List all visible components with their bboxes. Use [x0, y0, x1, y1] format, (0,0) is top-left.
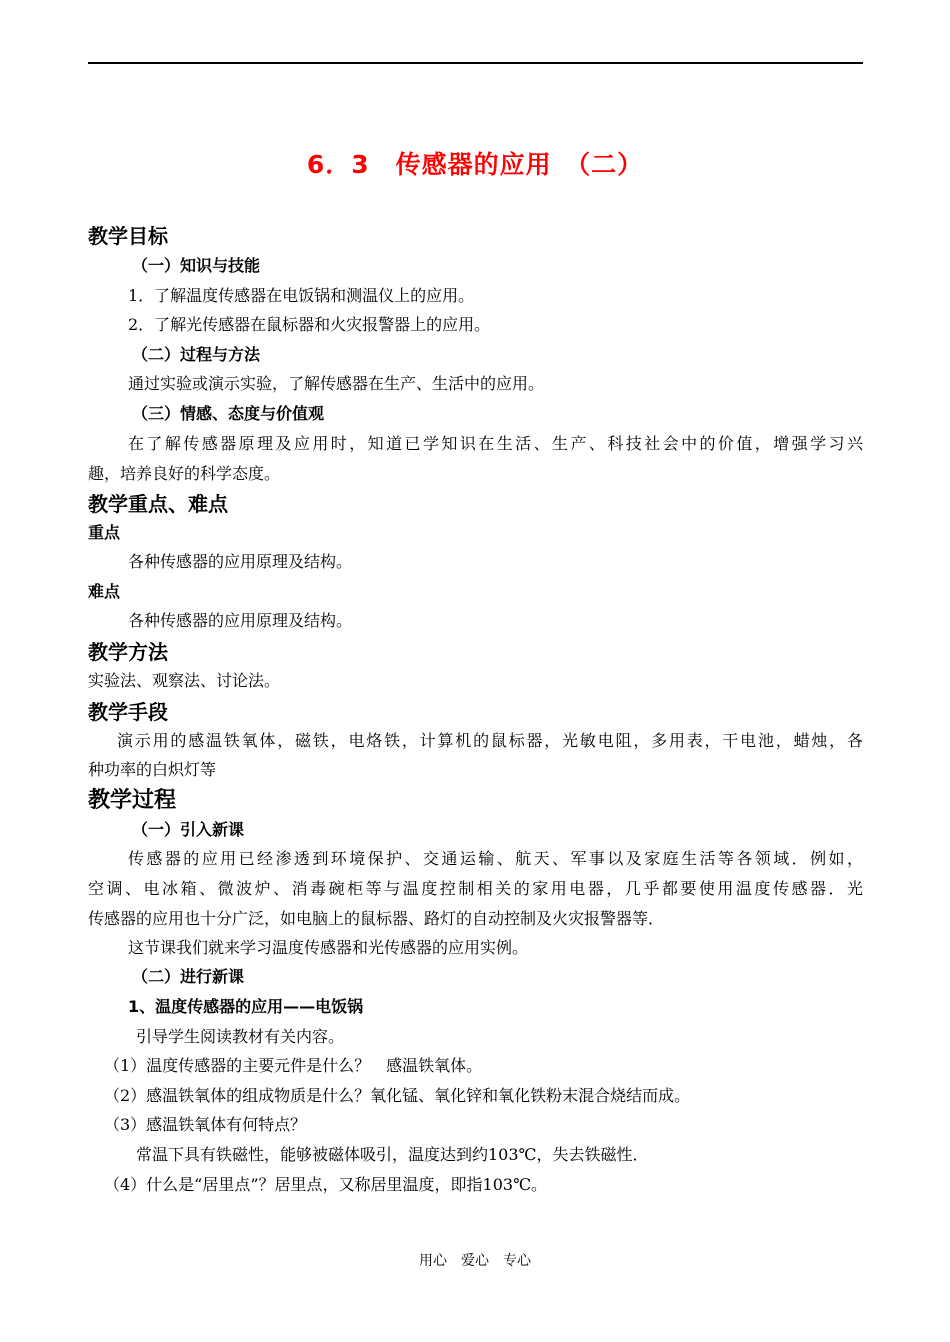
subheading-knowledge: （一）知识与技能	[132, 256, 261, 275]
method-text: 实验法、观察法、讨论法。	[88, 671, 281, 690]
intro-text-line-3: 传感器的应用也十分广泛，如电脑上的鼠标器、路灯的自动控制及火灾报警器等．	[88, 909, 665, 928]
doc-title: 6．3 传感器的应用 （二）	[306, 150, 644, 179]
attitude-text-line-1: 在了解传感器原理及应用时，知道已学知识在生活、生产、科技社会中的价值，增强学习兴	[128, 434, 863, 453]
subheading-process: （二）过程与方法	[132, 345, 261, 364]
goal-item-1: 1．了解温度传感器在电饭锅和测温仪上的应用。	[128, 286, 475, 305]
intro-text-line-2: 空调、电冰箱、微波炉、消毒碗柜等与温度控制相关的家用电器，几乎都要使用温度传感器．光	[88, 879, 863, 898]
heading-goals: 教学目标	[88, 224, 168, 248]
intro-text-line-4: 这节课我们就来学习温度传感器和光传感器的应用实例。	[128, 938, 529, 957]
label-difficulty: 难点	[88, 582, 121, 601]
label-key: 重点	[88, 523, 121, 542]
heading-key-points: 教学重点、难点	[88, 492, 228, 516]
guide-text: 引导学生阅读教材有关内容。	[136, 1027, 345, 1046]
process-text: 通过实验或演示实验，了解传感器在生产、生活中的应用。	[128, 374, 545, 393]
heading-method: 教学方法	[88, 640, 168, 664]
means-text-line-2: 种功率的白炽灯等	[88, 760, 217, 779]
section-1-title: 1、温度传感器的应用——电饭锅	[128, 997, 364, 1016]
intro-text-line-1: 传感器的应用已经渗透到环境保护、交通运输、航天、军事以及家庭生活等各领域．例如，	[128, 849, 863, 868]
difficulty-text: 各种传感器的应用原理及结构。	[128, 611, 353, 630]
question-4: （4）什么是“居里点”？居里点，又称居里温度，即指103℃。	[104, 1175, 547, 1194]
goal-item-2: 2．了解光传感器在鼠标器和火灾报警器上的应用。	[128, 315, 491, 334]
subheading-new-lesson: （二）进行新课	[132, 967, 245, 986]
answer-3: 常温下具有铁磁性，能够被磁体吸引，温度达到约103℃，失去铁磁性．	[136, 1145, 649, 1164]
page-footer: 用心 爱心 专心	[419, 1253, 531, 1269]
question-2: （2）感温铁氧体的组成物质是什么？氧化锰、氧化锌和氧化铁粉末混合烧结而成。	[104, 1086, 691, 1105]
question-1: （1）温度传感器的主要元件是什么？ 感温铁氧体。	[104, 1056, 483, 1075]
header-rule	[88, 62, 863, 64]
attitude-text-line-2: 趣，培养良好的科学态度。	[88, 464, 281, 483]
heading-process: 教学过程	[88, 788, 177, 813]
subheading-intro: （一）引入新课	[132, 820, 245, 839]
heading-means: 教学手段	[88, 700, 168, 724]
question-3: （3）感温铁氧体有何特点？	[104, 1115, 307, 1134]
means-text-line-1: 演示用的感温铁氧体，磁铁，电烙铁，计算机的鼠标器，光敏电阻，多用表，干电池，蜡烛，各	[117, 731, 863, 750]
key-text: 各种传感器的应用原理及结构。	[128, 552, 353, 571]
subheading-attitude: （三）情感、态度与价值观	[132, 404, 325, 423]
